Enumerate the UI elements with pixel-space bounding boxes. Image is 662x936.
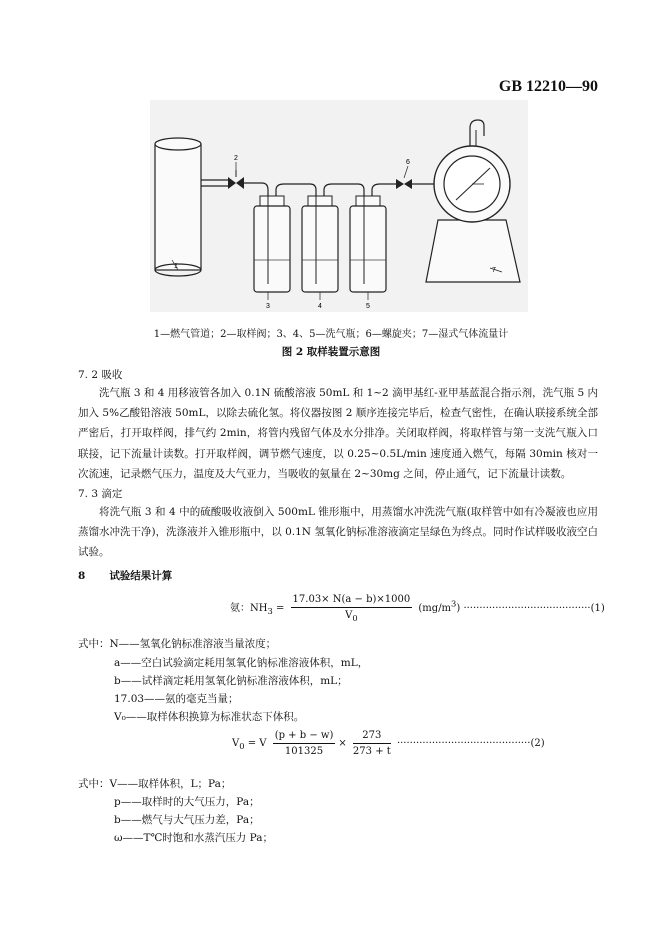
where-2-line-1: 式中：V——取样体积，L；Pa； — [78, 778, 232, 790]
formula-1-den-v: V — [345, 610, 353, 621]
formula-2-fraction-1 — [273, 730, 336, 757]
section-8-title: 试验结果计算 — [109, 570, 173, 582]
formula-2-numerator-1: (p + b − w) — [273, 730, 336, 744]
apparatus-drawing — [150, 100, 528, 312]
callout-2: 2 — [234, 155, 238, 162]
formula-1-lhs-sub: 3 — [267, 606, 273, 616]
sampling-valve — [228, 177, 236, 189]
formula-1-unit-end: ) — [456, 603, 461, 614]
formula-2 — [232, 730, 545, 757]
wet-gas-flow-meter — [426, 120, 520, 282]
formula-1-number: (1) — [590, 603, 605, 614]
formula-1-leader: ········································ — [463, 603, 591, 614]
callout-3: 3 — [266, 303, 270, 310]
formula-2-denominator-1: 101325 — [284, 746, 324, 757]
formula-2-eq: = V — [244, 738, 267, 749]
screw-clamp — [396, 179, 404, 189]
formula-1-den-sub: 0 — [352, 613, 358, 623]
formula-2-leader: ·········································· — [396, 738, 531, 749]
wash-bottle-4 — [302, 196, 338, 292]
callout-7: 7 — [492, 267, 496, 274]
formula-1 — [230, 594, 605, 623]
formula-1-eq: = — [272, 603, 288, 614]
where-1-line-2: a——空白试验滴定耗用氢氧化钠标准溶液体积，mL， — [114, 657, 369, 669]
where-2-line-3: b——燃气与大气压力差，Pa； — [114, 814, 260, 826]
formula-2-lhs: V — [232, 738, 240, 749]
wash-bottle-5 — [350, 196, 386, 292]
formula-1-denominator — [291, 608, 413, 623]
formula-1-lhs: 氨：NH — [230, 603, 268, 614]
formula-2-lhs-sub: 0 — [239, 741, 245, 751]
where-1-line-1: 式中：N——氢氧化钠标准溶液当量浓度； — [78, 638, 277, 650]
section-8-number: 8 — [78, 570, 86, 582]
where-1-line-3: b——试样滴定耗用氢氧化钠标准溶液体积，mL； — [114, 675, 348, 687]
where-1-line-4: 17.03——氨的毫克当量； — [114, 693, 239, 705]
formula-1-numerator: 17.03× N(a − b)×1000 — [291, 594, 413, 608]
formula-1-unit-sup: 3 — [451, 598, 457, 609]
formula-1-unit: (mg/m — [418, 603, 452, 614]
section-7-3-text: 将洗气瓶 3 和 4 中的硫酸吸收液倒入 500mL 锥形瓶中，用蒸馏水冲洗洗气瓶(取样管中如有冷凝液也应用蒸馏水冲洗干净)，洗涤液并入锥形瓶中，以 0.1N 氢氧化钠标准溶液滴定呈绿色为终点。同时作试样吸收液空白试验。 — [78, 506, 598, 559]
section-7-3-heading: 7. 3 滴定 — [78, 488, 123, 500]
where-2-line-4: ω——T℃时饱和水蒸汽压力 Pa； — [114, 832, 274, 844]
formula-2-times: × — [338, 738, 347, 749]
callout-5: 5 — [366, 303, 370, 310]
callout-6: 6 — [406, 159, 410, 166]
section-8-heading — [78, 568, 172, 583]
formula-2-number: (2) — [530, 738, 545, 749]
figure-title: 图 2 取样装置示意图 — [281, 346, 381, 358]
section-7-2-heading: 7. 2 吸收 — [78, 369, 123, 381]
section-7-2-text: 洗气瓶 3 和 4 用移液管各加入 0.1N 硫酸溶液 50mL 和 1~2 滴甲基红-亚甲基蓝混合指示剂，洗气瓶 5 内加入 5%乙酸铅溶液 50mL，以除去硫化氢。将仪器按图 2 顺序连接完毕后，检查气密性，在确认联接系统全部严密后，打开取样阀，排气约 2min，将管内残留气体及水分排净。关闭取样阀，将取样管与第一支洗气瓶入口联接，记下流量计读数。打开取样阀，调节燃气速度，以 0.25~0.5L/min 速度通入燃气，每隔 30min 核对一次流速，记录燃气压力，温度及大气亚力，当吸收的氨量在 2~30mg 之间，停止通气，记下流量计读数。 — [78, 387, 598, 480]
apparatus-figure — [150, 100, 528, 312]
callout-4: 4 — [318, 303, 322, 310]
gas-pipe — [155, 144, 201, 270]
standard-number: GB 12210—90 — [498, 78, 598, 95]
formula-2-denominator-2: 273 + t — [352, 746, 391, 757]
where-2-line-2: p——取样时的大气压力，Pa； — [114, 796, 260, 808]
callout-1: 1 — [174, 263, 178, 270]
where-1-line-5: V₀——取样体积换算为标准状态下体积。 — [114, 711, 305, 723]
formula-1-fraction — [291, 594, 413, 623]
formula-2-fraction-2 — [353, 730, 391, 757]
figure-legend: 1—燃气管道；2—取样阀；3、4、5—洗气瓶；6—螺旋夹；7—湿式气体流量计 — [153, 329, 509, 340]
formula-2-numerator-2: 273 — [353, 730, 391, 744]
wash-bottle-3 — [254, 196, 290, 292]
